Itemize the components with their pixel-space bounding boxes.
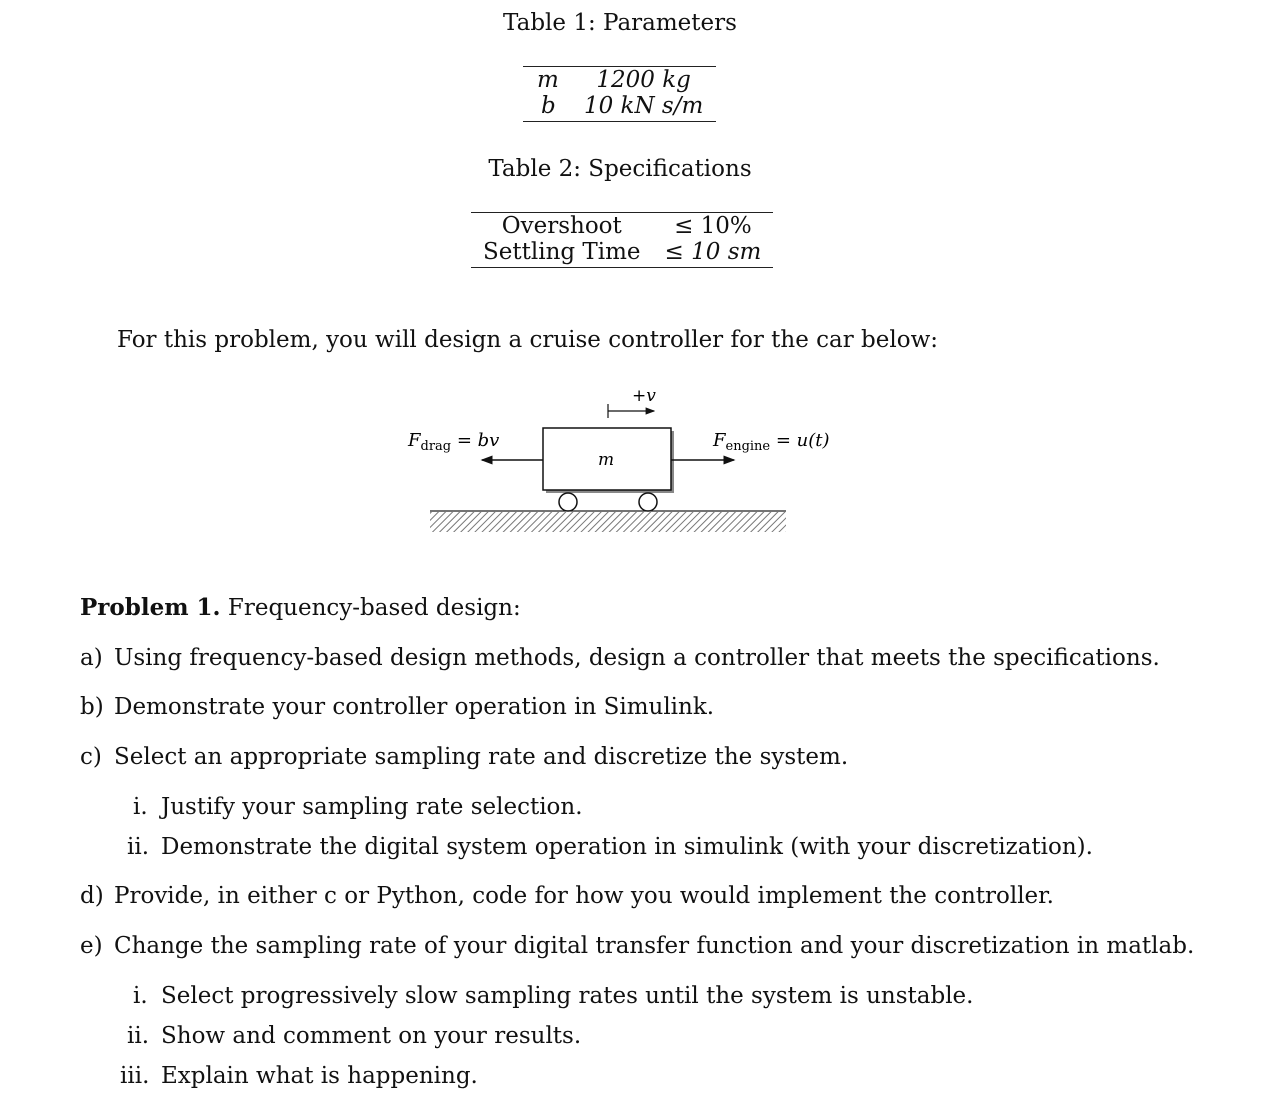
list-item: i. Justify your sampling rate selection. xyxy=(133,794,583,820)
spec-label-overshoot: Overshoot xyxy=(471,213,653,240)
wheel-left xyxy=(559,493,577,511)
list-item: ii. Demonstrate the digital system operation in simulink (with your discretization). xyxy=(127,834,1093,860)
ground-hatch xyxy=(430,512,786,532)
engine-force-label: $F_{engine} = u(t)$ xyxy=(713,430,830,454)
velocity-label: +v xyxy=(632,386,656,406)
list-item: e) Change the sampling rate of your digital transfer function and your discretization in matlab. xyxy=(80,933,1195,959)
problem-heading xyxy=(80,594,521,621)
specifications-table xyxy=(471,212,773,268)
drag-force-label: $F_{drag}$ = bv xyxy=(408,430,500,454)
table-row xyxy=(523,93,716,122)
problem-title: Problem 1. xyxy=(80,594,221,621)
intro-text: For this problem, you will design a cruise controller for the car below: xyxy=(117,327,939,353)
param-value-m: 1200 kg xyxy=(571,67,716,94)
spec-value-overshoot: ≤ 10% xyxy=(653,213,774,240)
table-row xyxy=(471,213,773,240)
list-item: ii. Show and comment on your results. xyxy=(127,1023,582,1049)
param-value-b: 10 kN s/m xyxy=(571,93,716,122)
table-row xyxy=(471,239,773,268)
problem-subtitle: Frequency-based design: xyxy=(227,595,521,621)
param-symbol-m: m xyxy=(523,67,571,94)
list-item: iii. Explain what is happening. xyxy=(120,1063,478,1089)
parameters-table xyxy=(523,66,716,122)
table2-caption: Table 2: Specifications xyxy=(488,156,752,182)
param-symbol-b: b xyxy=(523,93,571,122)
spec-value-settling: ≤ 10 sm xyxy=(653,239,774,268)
car-diagram xyxy=(400,380,830,540)
list-item: a) Using frequency-based design methods, design a controller that meets the specifications. xyxy=(80,645,1160,671)
list-item: b) Demonstrate your controller operation in Simulink. xyxy=(80,694,715,720)
list-item: i. Select progressively slow sampling rates until the system is unstable. xyxy=(133,983,974,1009)
table1-caption: Table 1: Parameters xyxy=(503,10,737,36)
wheel-right xyxy=(639,493,657,511)
mass-label: m xyxy=(598,450,615,470)
list-item: d) Provide, in either c or Python, code for how you would implement the controller. xyxy=(80,883,1054,909)
list-item: c) Select an appropriate sampling rate and discretize the system. xyxy=(80,744,849,770)
spec-label-settling: Settling Time xyxy=(471,239,653,268)
table-row xyxy=(523,67,716,94)
